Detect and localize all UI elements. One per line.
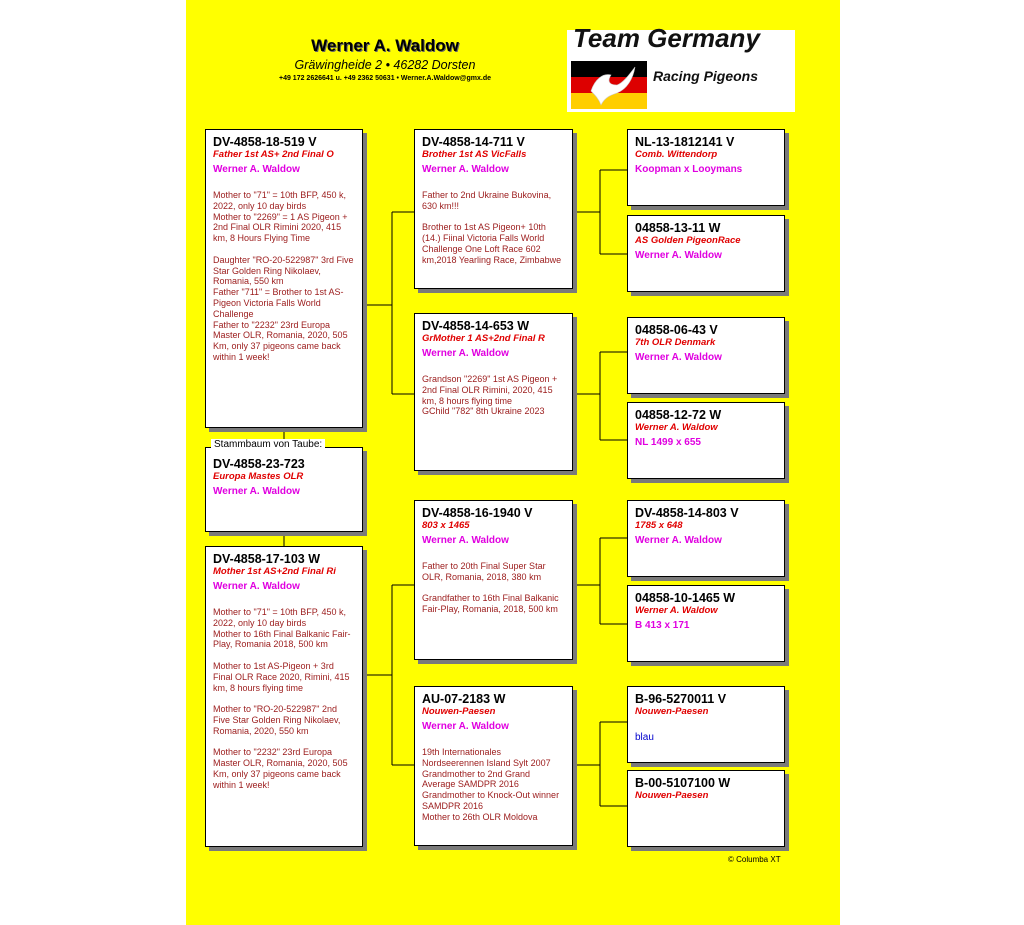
ring-number: DV-4858-17-103 W <box>213 552 321 566</box>
performance-notes <box>422 374 565 417</box>
logo-title: Team Germany <box>573 23 760 53</box>
note-paragraph: Grandfather to 16th Final Balkanic Fair-Play, Romania, 2018, 500 km <box>422 593 559 615</box>
note-paragraph: Mother to 1st AS-Pigeon + 3rd Final OLR Race 2020, Rimini, 415 km, 8 hours flying time <box>213 660 350 693</box>
father-card <box>205 129 363 428</box>
pigeon-title: Mother 1st AS+2nd Final Ri <box>213 566 336 577</box>
pigeon-title: Comb. Wittendorp <box>635 149 718 160</box>
breeder-label: NL 1499 x 655 <box>635 437 701 448</box>
breeder-label: Werner A. Waldow <box>635 535 722 546</box>
breeder-label: Werner A. Waldow <box>213 164 300 175</box>
note-paragraph: Mother to "2232" 23rd Europa Master OLR, Romania, 2020, 505 Km, only 37 pigeons came back within 1 week! <box>213 747 348 790</box>
pigeon-title: 803 x 1465 <box>422 520 470 531</box>
great-grandparent-card <box>627 770 785 847</box>
note-paragraph: 19th Internationales Nordseerennen Island Sylt 2007 Grandmother to 2nd Grand Average SAMDPR 2016 Grandmother to Knock-Out winner SAMDPR 2016 Mother to 26th OLR Moldova <box>422 747 560 822</box>
pigeon-title: 1785 x 648 <box>635 520 683 531</box>
great-grandparent-card <box>627 500 785 577</box>
breeder-label: Werner A. Waldow <box>213 581 300 592</box>
ring-number: 04858-12-72 W <box>635 408 722 422</box>
pigeon-title: Werner A. Waldow <box>635 422 718 433</box>
mother-card <box>205 546 363 847</box>
maternal-grandmother-card <box>414 686 573 846</box>
ring-number: NL-13-1812141 V <box>635 135 735 149</box>
ring-number: DV-4858-14-711 V <box>422 135 525 149</box>
ring-number: B-00-5107100 W <box>635 776 731 790</box>
performance-notes <box>213 190 355 363</box>
great-grandparent-card <box>627 215 785 292</box>
breeder-label: Werner A. Waldow <box>213 486 300 497</box>
performance-notes <box>422 747 565 823</box>
copyright-notice: © Columba XT <box>728 855 781 864</box>
note-paragraph: Daughter "RO-20-522987" 3rd Five Star Golden Ring Nikolaev, Romania, 550 km Father "711" = Brother to 1st AS-Pigeon Victoria Falls World Challenge Father to "2232" 23rd Europa Master OLR, Romania, 2020, 505 Km, only 37 pigeons came back within 1 week! <box>213 254 354 362</box>
breeder-label: Koopman x Looymans <box>635 164 743 175</box>
great-grandparent-card <box>627 129 785 206</box>
pigeon-title: Nouwen-Paesen <box>635 790 709 801</box>
note-paragraph: Brother to 1st AS Pigeon+ 10th (14.) Fiinal Victoria Falls World Challenge One Loft Race 602 km,2018 Yearling Race, Zimbabwe <box>422 222 562 265</box>
performance-notes <box>422 190 565 266</box>
breeder-contact: +49 172 2626641 u. +49 2362 50631 • Werner.A.Waldow@gmx.de <box>278 75 491 82</box>
subject-card <box>205 447 363 532</box>
pigeon-title: Werner A. Waldow <box>635 605 718 616</box>
team-germany-logo <box>567 23 795 112</box>
ring-number: B-96-5270011 V <box>635 692 727 706</box>
great-grandparent-card <box>627 585 785 662</box>
breeder-label: Werner A. Waldow <box>422 164 509 175</box>
performance-notes <box>422 561 565 615</box>
ring-number: DV-4858-14-653 W <box>422 319 530 333</box>
breeder-label: Werner A. Waldow <box>422 721 509 732</box>
pigeon-title: GrMother 1 AS+2nd Final R <box>422 333 545 344</box>
pigeon-title: Brother 1st AS VicFalls <box>422 149 527 160</box>
ring-number: DV-4858-18-519 V <box>213 135 317 149</box>
ring-number: AU-07-2183 W <box>422 692 506 706</box>
ring-number: 04858-10-1465 W <box>635 591 736 605</box>
note-paragraph: Grandson "2269" 1st AS Pigeon + 2nd Final OLR Rimini, 2020, 415 km, 8 hours flying time GChild "782" 8th Ukraine 2023 <box>422 374 558 417</box>
great-grandparent-card <box>627 402 785 479</box>
note-paragraph: Father to 2nd Ukraine Bukovina, 630 km!!! <box>422 190 552 211</box>
breeder-label: Werner A. Waldow <box>422 348 509 359</box>
pigeon-title: Father 1st AS+ 2nd Final O <box>213 149 334 160</box>
note-paragraph: Mother to "RO-20-522987" 2nd Five Star Golden Ring Nikolaev, Romania, 2020, 550 km <box>213 704 341 736</box>
breeder-name: Werner A. Waldow <box>311 36 459 55</box>
ring-number: 04858-13-11 W <box>635 221 721 235</box>
pigeon-title: Nouwen-Paesen <box>422 706 496 717</box>
pigeon-title: Europa Mastes OLR <box>213 471 304 482</box>
great-grandparent-card <box>627 317 785 394</box>
ring-number: DV-4858-16-1940 V <box>422 506 533 520</box>
pigeon-title: Nouwen-Paesen <box>635 706 709 717</box>
color-label: blau <box>635 732 654 743</box>
breeder-label: Werner A. Waldow <box>635 250 722 261</box>
performance-notes <box>213 607 355 791</box>
breeder-label: Werner A. Waldow <box>422 535 509 546</box>
maternal-grandfather-card <box>414 500 573 660</box>
breeder-label: Werner A. Waldow <box>635 352 722 363</box>
ring-number: DV-4858-23-723 <box>213 457 305 471</box>
pigeon-title: 7th OLR Denmark <box>635 337 716 348</box>
paternal-grandmother-card <box>414 313 573 471</box>
breeder-address: Gräwingheide 2 • 46282 Dorsten <box>294 58 476 72</box>
paternal-grandfather-card <box>414 129 573 289</box>
note-paragraph: Mother to "71" = 10th BFP, 450 k, 2022, only 10 day birds Mother to "2269" = 1 AS Pigeon + 2nd Final OLR Rimini 2020, 415 km, 8 Hours Flying Time <box>213 190 348 244</box>
ring-number: DV-4858-14-803 V <box>635 506 739 520</box>
note-paragraph: Father to 20th Final Super Star OLR, Romania, 2018, 380 km <box>422 561 546 582</box>
great-grandparent-card <box>627 686 785 763</box>
pigeon-title: AS Golden PigeonRace <box>635 235 741 246</box>
pedigree-legend: Stammbaum von Taube: <box>211 439 325 451</box>
ring-number: 04858-06-43 V <box>635 323 718 337</box>
note-paragraph: Mother to "71" = 10th BFP, 450 k, 2022, only 10 day birds Mother to 16th Final Balkanic Fair-Play, Romania 2018, 500 km <box>213 607 351 650</box>
german-flag-dove-icon <box>571 61 647 109</box>
logo-subtitle: Racing Pigeons <box>653 68 759 84</box>
breeder-label: B 413 x 171 <box>635 620 690 631</box>
